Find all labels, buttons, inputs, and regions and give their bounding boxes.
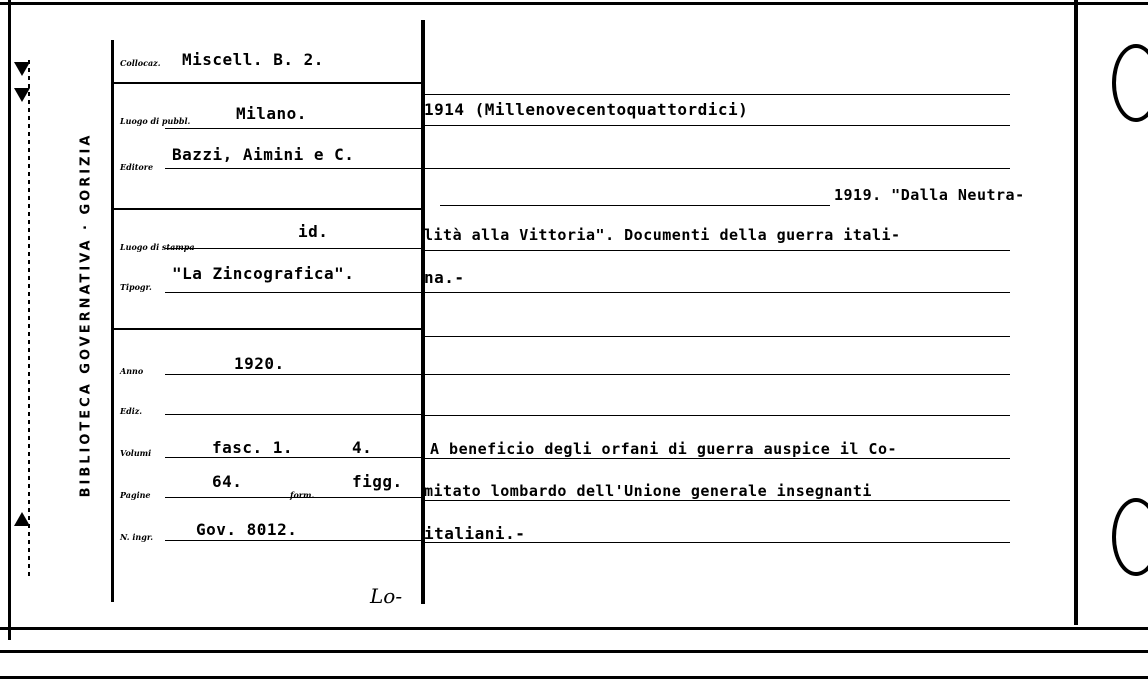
- anno-label: Anno: [120, 366, 144, 376]
- pagine-label: Pagine: [120, 490, 151, 500]
- title-line: na.-: [424, 268, 465, 287]
- handwritten-initials: Lo-: [370, 584, 403, 608]
- title-rule: [425, 500, 1010, 501]
- volumi-label: Volumi: [120, 448, 152, 458]
- punch-hole: [1112, 498, 1148, 576]
- field-rule: [114, 208, 424, 210]
- punch-hole: [1112, 44, 1148, 122]
- editore-value: Bazzi, Aimini e C.: [172, 145, 355, 164]
- arrow-marker-icon: [14, 62, 30, 76]
- field-rule: [165, 168, 422, 169]
- card-bottom-border-2: [0, 650, 1148, 653]
- luogo-stampa-value: id.: [298, 222, 329, 241]
- card-left-edge-dotted: [28, 60, 30, 580]
- title-line: A beneficio degli orfani di guerra auspice il Co-: [430, 440, 898, 458]
- title-rule: [425, 125, 1010, 126]
- title-line: italiani.-: [424, 524, 526, 543]
- title-rule: [425, 374, 1010, 375]
- library-stamp-text: BIBLIOTECA GOVERNATIVA · GORIZIA: [78, 132, 94, 498]
- volumi-value: fasc. 1.: [212, 438, 294, 457]
- title-rule: [425, 415, 1010, 416]
- editore-label: Editore: [120, 162, 154, 172]
- numero-ingresso-label: N. ingr.: [120, 532, 154, 542]
- title-rule: [440, 205, 830, 206]
- title-rule: [425, 168, 1010, 169]
- anno-value: 1920.: [234, 354, 285, 373]
- luogo-pubbl-label: Luogo di pubbl.: [120, 116, 191, 126]
- left-column-rule: [111, 40, 114, 602]
- card-bottom-border-3: [0, 676, 1148, 679]
- title-rule: [425, 336, 1010, 337]
- arrow-marker-icon: [14, 88, 30, 102]
- tipografia-value: "La Zincografica".: [172, 264, 355, 283]
- title-rule: [425, 292, 1010, 293]
- numero-ingresso-value: Gov. 8012.: [196, 520, 298, 539]
- volumi-extra: 4.: [352, 438, 373, 457]
- field-rule: [165, 457, 422, 458]
- title-line: 1919. "Dalla Neutra-: [834, 186, 1025, 204]
- field-rule: [165, 292, 422, 293]
- field-rule: [165, 414, 422, 415]
- luogo-pubbl-value: Milano.: [236, 104, 307, 123]
- field-rule: [165, 540, 422, 541]
- field-rule: [165, 374, 422, 375]
- title-rule: [425, 250, 1010, 251]
- tipografia-label: Tipogr.: [120, 282, 152, 292]
- field-rule: [114, 328, 424, 330]
- field-rule: [165, 128, 422, 129]
- card-left-edge: [8, 0, 11, 640]
- library-stamp: [74, 60, 98, 570]
- pagine-value: 64.: [212, 472, 243, 491]
- luogo-stampa-label: Luogo di stampa: [120, 242, 195, 252]
- card-bottom-border: [0, 627, 1148, 630]
- collocazione-label: Collocaz.: [120, 58, 161, 68]
- figure-value: figg.: [352, 472, 403, 491]
- title-line: 1914 (Millenovecentoquattordici): [424, 100, 749, 119]
- edizione-label: Ediz.: [120, 406, 143, 416]
- title-line: lità alla Vittoria". Documenti della guerra itali-: [424, 226, 901, 244]
- collocazione-value: Miscell. B. 2.: [182, 50, 324, 69]
- title-rule: [425, 458, 1010, 459]
- formato-label: form.: [290, 490, 315, 500]
- title-rule: [425, 94, 1010, 95]
- arrow-marker-icon: [14, 512, 30, 526]
- field-rule: [165, 248, 422, 249]
- card-top-border: [0, 2, 1148, 5]
- title-line: mitato lombardo dell'Unione generale insegnanti: [424, 482, 872, 500]
- card-right-edge: [1074, 0, 1078, 625]
- field-rule: [114, 82, 424, 84]
